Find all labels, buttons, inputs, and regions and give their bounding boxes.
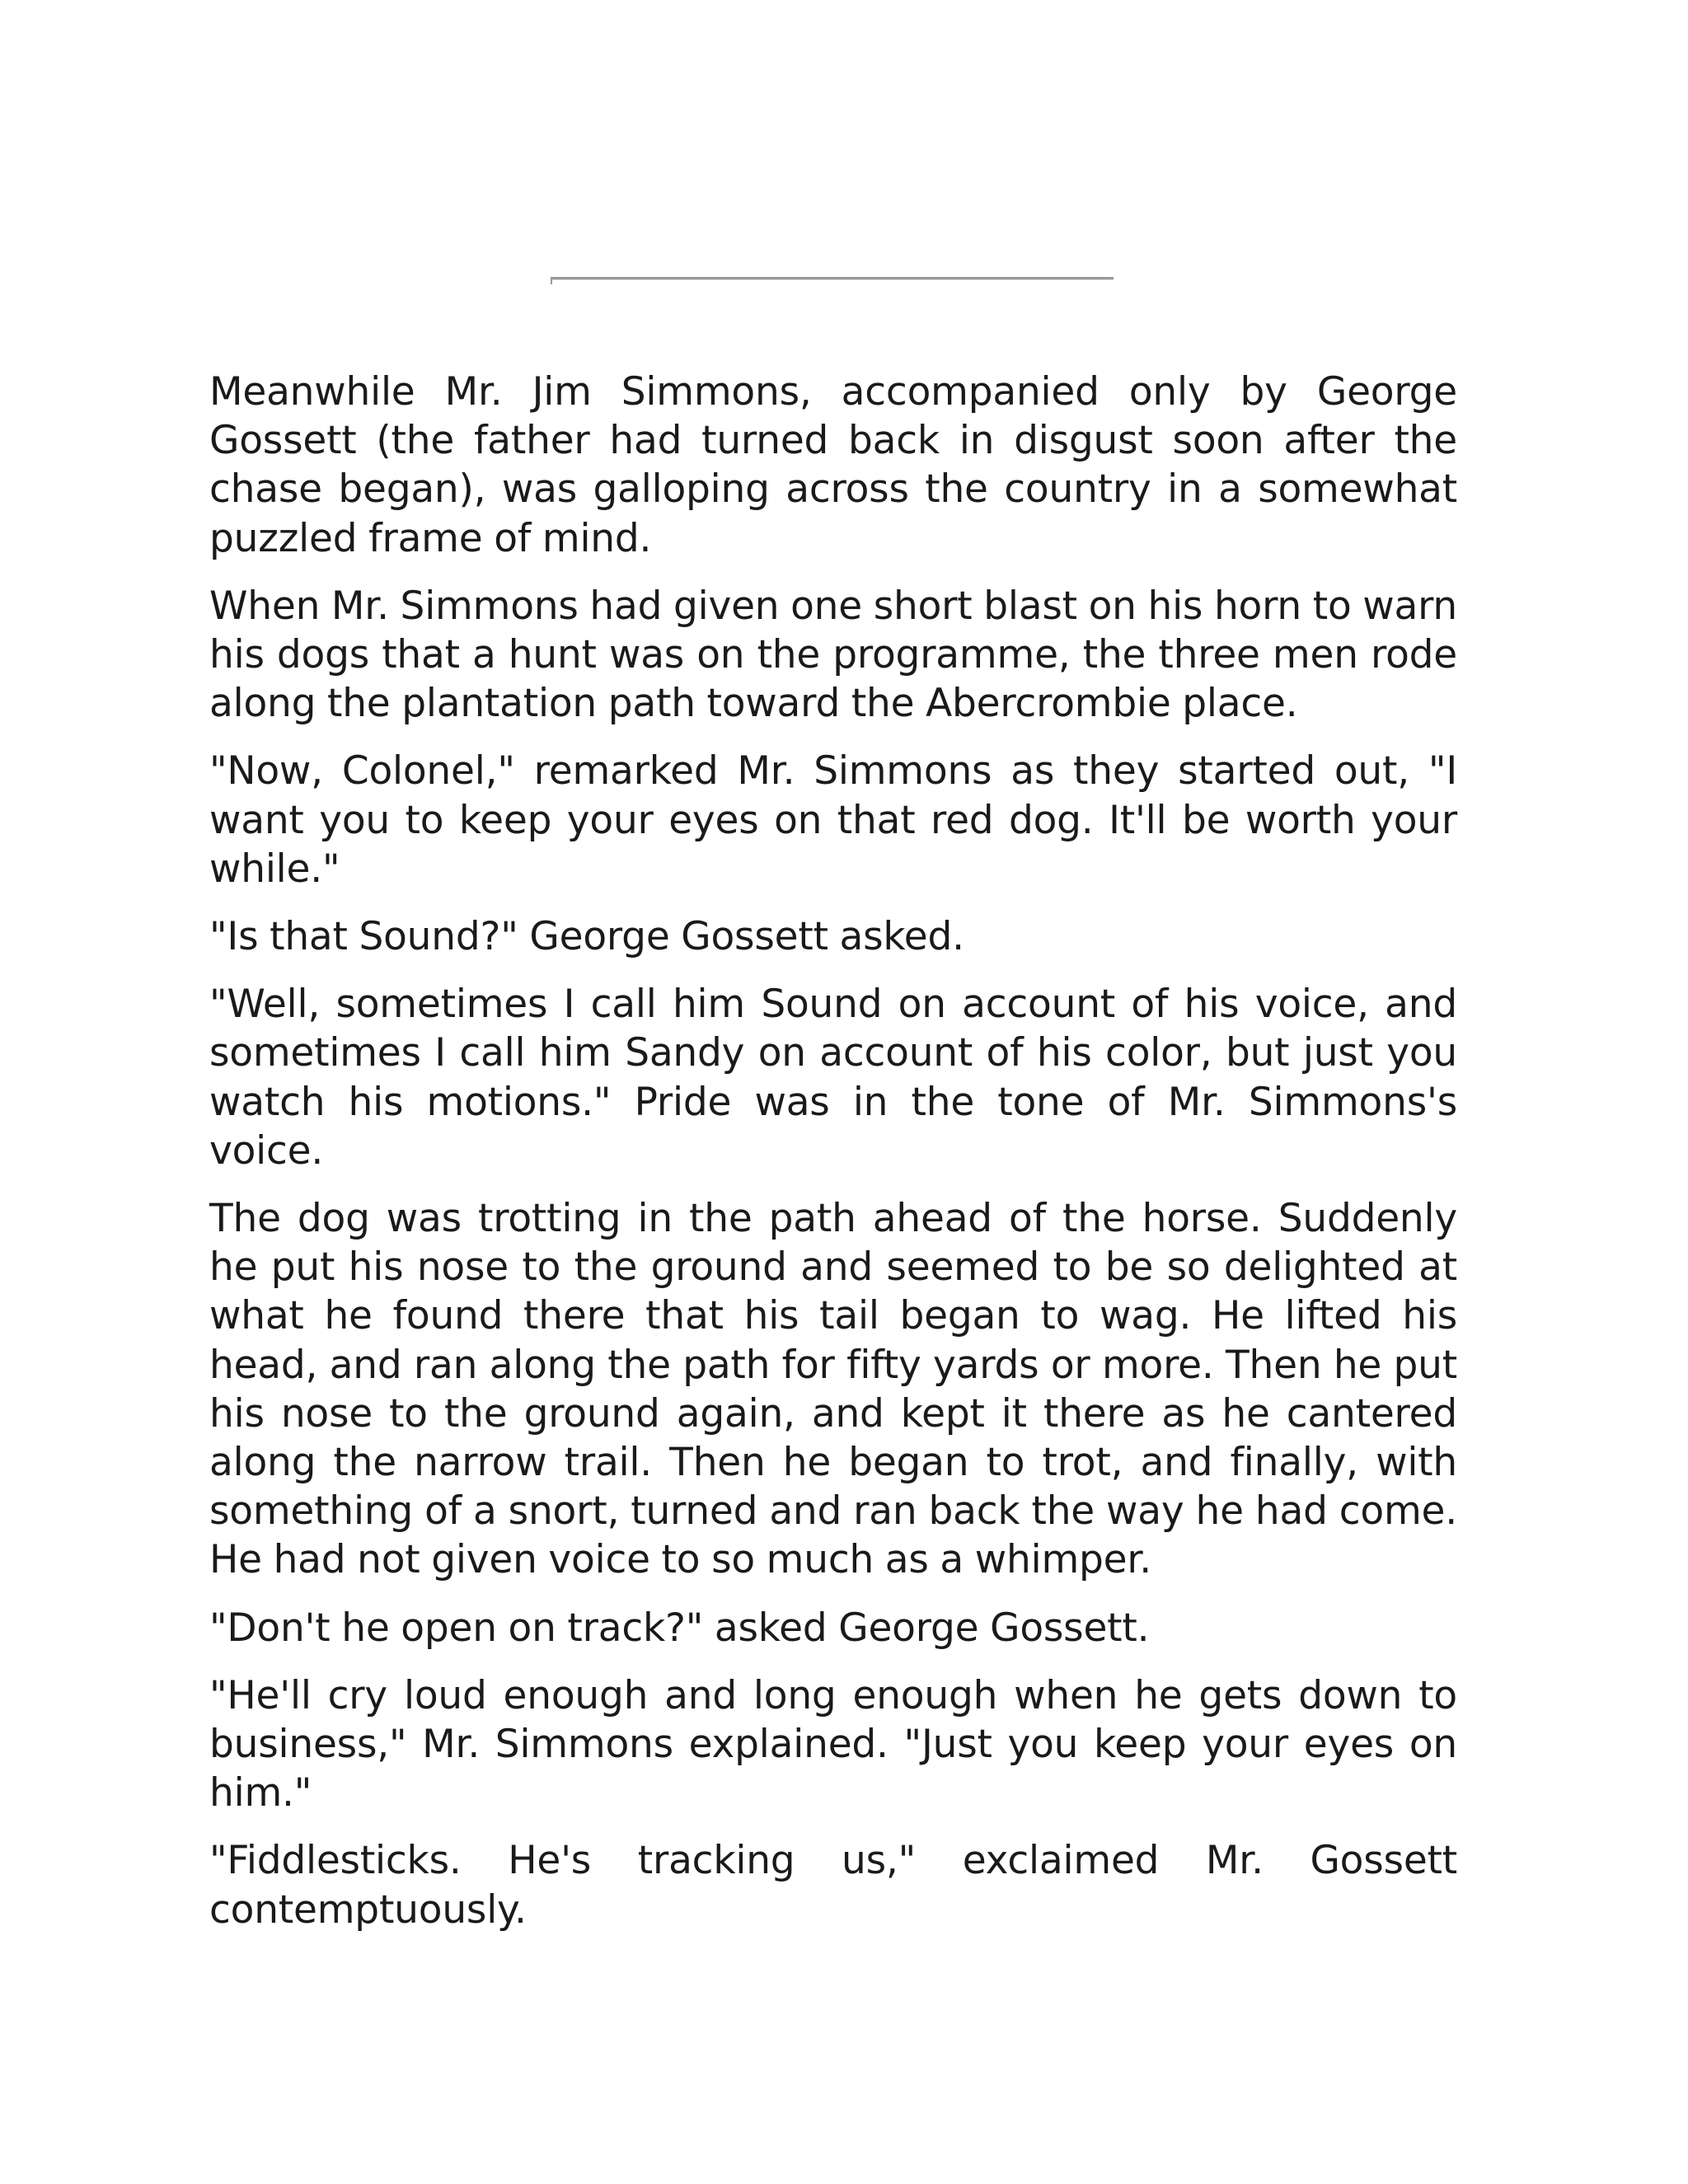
- paragraph: When Mr. Simmons had given one short blast on his horn to warn his dogs that a hunt was on the programme, the three men rode along the plantation path toward the Abercrombie place.: [209, 583, 1457, 727]
- paragraph: "He'll cry loud enough and long enough when he gets down to business," Mr. Simmons explained. "Just you keep your eyes on him.": [209, 1672, 1457, 1816]
- paragraph: "Is that Sound?" George Gossett asked.: [209, 914, 964, 960]
- body-text: [209, 368, 1457, 1953]
- paragraph: "Now, Colonel," remarked Mr. Simmons as they started out, "I want you to keep your eyes on that red dog. It'll be worth your while.": [209, 748, 1457, 892]
- paragraph: "Fiddlesticks. He's tracking us," exclaimed Mr. Gossett contemptuously.: [209, 1838, 1457, 1933]
- paragraph: "Don't he open on track?" asked George Gossett.: [209, 1605, 1150, 1651]
- paragraph: The dog was trotting in the path ahead of the horse. Suddenly he put his nose to the ground and seemed to be so delighted at what he found there that his tail began to wag. He lifted his head, and ran along the path for fifty yards or more. Then he put his nose to the ground again, and kept it there as he cantered along the narrow trail. Then he began to trot, and finally, with something of a snort, turned and ran back the way he had come. He had not given voice to so much as a whimper.: [209, 1196, 1457, 1583]
- paragraph: "Well, sometimes I call him Sound on account of his voice, and sometimes I call him Sandy on account of his color, but just you watch his motions." Pride was in the tone of Mr. Simmons's voice.: [209, 982, 1457, 1174]
- paragraph: Meanwhile Mr. Jim Simmons, accompanied only by George Gossett (the father had turned back in disgust soon after the chase began), was galloping across the country in a somewhat puzzled frame of mind.: [209, 369, 1457, 561]
- section-divider-rule: [551, 277, 1114, 279]
